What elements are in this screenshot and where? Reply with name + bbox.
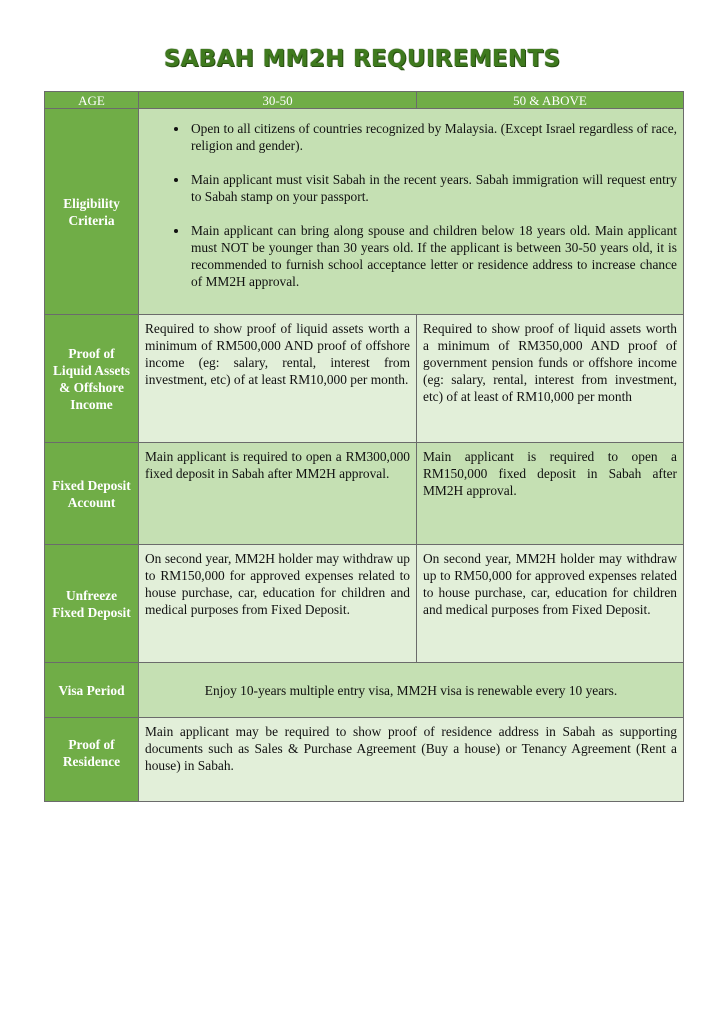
row-label-unfreeze: Unfreeze Fixed Deposit (45, 545, 139, 663)
fixed-deposit-30-50: Main applicant is required to open a RM300,000 fixed deposit in Sabah after MM2H approval. (139, 443, 417, 545)
eligibility-cell (139, 109, 684, 315)
row-unfreeze (45, 545, 684, 663)
row-visa (45, 663, 684, 718)
eligibility-item: • Main applicant can bring along spouse and children below 18 years old. Main applicant must NOT be younger than 30 years old. If the applicant is between 30-50 years old, it is recommended to furnish school acceptance letter or residence address to increase chance of MM2H approval. (189, 222, 677, 290)
requirements-table (44, 91, 684, 802)
eligibility-list (145, 120, 677, 290)
liquid-assets-50-above: Required to show proof of liquid assets worth a minimum of RM350,000 AND proof of government pension funds or offshore income (eg: salary, rental, interest from investment, etc) of at least of RM10,000 per month (417, 315, 684, 443)
row-label-visa: Visa Period (45, 663, 139, 718)
row-fixed-deposit (45, 443, 684, 545)
row-eligibility (45, 109, 684, 315)
row-label-liquid-assets: Proof of Liquid Assets & Offshore Income (45, 315, 139, 443)
header-age: AGE (45, 92, 139, 109)
visa-cell: Enjoy 10-years multiple entry visa, MM2H visa is renewable every 10 years. (139, 663, 684, 718)
unfreeze-50-above: On second year, MM2H holder may withdraw up to RM50,000 for approved expenses related to house purchase, car, education for children and medical purposes from Fixed Deposit. (417, 545, 684, 663)
header-30-50: 30-50 (139, 92, 417, 109)
table-header-row (45, 92, 684, 109)
fixed-deposit-50-above: Main applicant is required to open a RM150,000 fixed deposit in Sabah after MM2H approval. (417, 443, 684, 545)
row-label-eligibility: Eligibility Criteria (45, 109, 139, 315)
unfreeze-30-50: On second year, MM2H holder may withdraw up to RM150,000 for approved expenses related to house purchase, car, education for children and medical purposes from Fixed Deposit. (139, 545, 417, 663)
page-title: SABAH MM2H REQUIREMENTS (163, 46, 561, 72)
row-label-fixed-deposit: Fixed Deposit Account (45, 443, 139, 545)
row-residence (45, 718, 684, 802)
row-liquid-assets (45, 315, 684, 443)
liquid-assets-30-50: Required to show proof of liquid assets worth a minimum of RM500,000 AND proof of offshore income (eg: salary, rental, interest from investment, etc) of at least RM10,000 per month. (139, 315, 417, 443)
eligibility-item: • Open to all citizens of countries recognized by Malaysia. (Except Israel regardless of race, religion and gender). (189, 120, 677, 154)
eligibility-item: • Main applicant must visit Sabah in the recent years. Sabah immigration will request entry to Sabah stamp on your passport. (189, 171, 677, 205)
row-label-residence: Proof of Residence (45, 718, 139, 802)
residence-cell: Main applicant may be required to show proof of residence address in Sabah as supporting documents such as Sales & Purchase Agreement (Buy a house) or Tenancy Agreement (Rent a house) in Sabah. (139, 718, 684, 802)
header-50-above: 50 & ABOVE (417, 92, 684, 109)
